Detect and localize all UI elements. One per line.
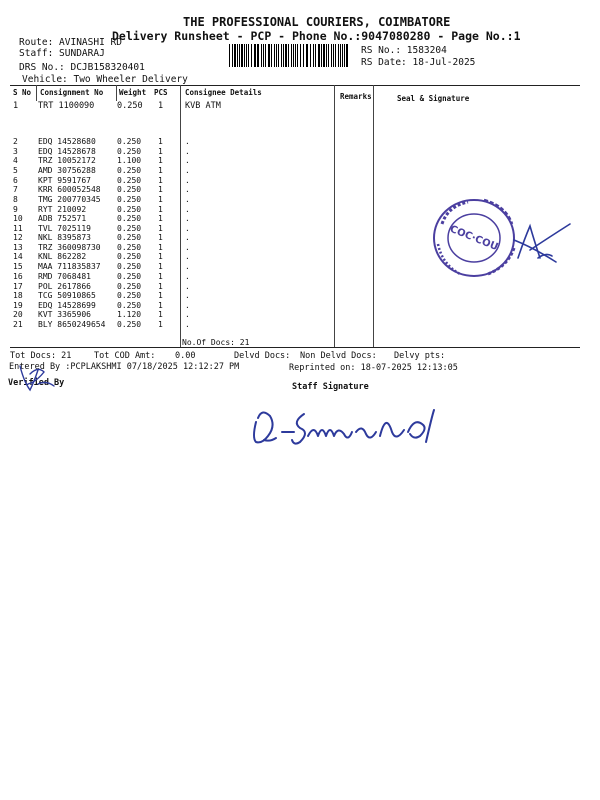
row-consignee: . (185, 233, 190, 242)
row-pcs: 1 (158, 252, 163, 261)
row-weight: 0.250 (117, 205, 142, 214)
row-weight: 0.250 (117, 252, 142, 261)
staff-signature-label: Staff Signature (292, 382, 369, 392)
route-label: Route: AVINASHI RD (19, 37, 122, 48)
row-consignee: . (185, 166, 190, 175)
runsheet-title: Delivery Runsheet - PCP - Phone No.:9047080280 - Page No.:1 (112, 29, 521, 43)
row-pcs: 1 (158, 310, 163, 319)
row-pcs: 1 (158, 137, 163, 146)
row-consignment-no: TRZ 360098730 (38, 243, 101, 252)
row-consignee: . (185, 243, 190, 252)
column-header-seal-signature: Seal & Signature (397, 94, 470, 103)
row-consignment-no: NKL 8395873 (38, 233, 91, 242)
row-weight: 0.250 (117, 214, 142, 223)
row-consignee: . (185, 147, 190, 156)
row-weight: 0.250 (117, 243, 142, 252)
row-consignee: . (185, 282, 190, 291)
column-header-consignee: Consignee Details (185, 88, 262, 97)
row-sno: 6 (13, 176, 18, 185)
row-pcs: 1 (158, 233, 163, 242)
row-consignment-no: RMD 7068481 (38, 272, 91, 281)
row-pcs: 1 (158, 301, 163, 310)
row-consignee: . (185, 185, 190, 194)
row-consignee: . (185, 291, 190, 300)
staff-label: Staff: SUNDARAJ (19, 48, 105, 59)
barcode (229, 44, 351, 67)
row-weight: 1.100 (117, 156, 142, 165)
row-consignee: . (185, 205, 190, 214)
row-sno: 7 (13, 185, 18, 194)
row-consignment-no: KRR 600052548 (38, 185, 101, 194)
row-consignee: . (185, 262, 190, 271)
row-weight: 1.120 (117, 310, 142, 319)
row-pcs: 1 (158, 185, 163, 194)
verified-by-label: Verified By (8, 378, 65, 388)
row-consignee: . (185, 301, 190, 310)
rs-number: RS No.: 1583204 (361, 45, 447, 56)
non-delivered-docs-label: Non Delvd Docs: (300, 351, 377, 361)
row-weight: 0.250 (117, 101, 143, 111)
col-divider (373, 85, 374, 347)
row-pcs: 1 (158, 282, 163, 291)
column-header-pcs: PCS (154, 88, 168, 97)
row-consignee: . (185, 214, 190, 223)
total-docs: Tot Docs: 21 (10, 351, 72, 361)
row-pcs: 1 (158, 272, 163, 281)
row-weight: 0.250 (117, 272, 142, 281)
no-of-docs: No.Of Docs: 21 (182, 338, 250, 347)
row-weight: 0.250 (117, 233, 142, 242)
row-pcs: 1 (158, 224, 163, 233)
row-weight: 0.250 (117, 282, 142, 291)
row-sno: 16 (13, 272, 23, 281)
row-consignee: . (185, 137, 190, 146)
row-pcs: 1 (158, 205, 163, 214)
row-consignment-no: TMG 200770345 (38, 195, 101, 204)
staff-signature-scribble (248, 402, 440, 454)
row-pcs: 1 (158, 214, 163, 223)
row-pcs: 1 (158, 320, 163, 329)
row-consignee: . (185, 195, 190, 204)
row-pcs: 1 (158, 243, 163, 252)
row-consignment-no: BLY 8650249654 (38, 320, 106, 329)
rs-date: RS Date: 18-Jul-2025 (361, 57, 476, 68)
row-weight: 0.250 (117, 137, 142, 146)
row-sno: 8 (13, 195, 18, 204)
row-weight: 0.250 (117, 320, 142, 329)
delivered-docs-label: Delvd Docs: (234, 351, 291, 361)
row-weight: 0.250 (117, 301, 142, 310)
row-pcs: 1 (158, 156, 163, 165)
row-consignee: KVB ATM (185, 101, 221, 111)
row-sno: 4 (13, 156, 18, 165)
row-weight: 0.250 (117, 185, 142, 194)
company-name: THE PROFESSIONAL COURIERS, COIMBATORE (183, 15, 451, 29)
total-cod-amount: 0.00 (175, 351, 196, 361)
row-consignee: . (185, 272, 190, 281)
row-sno: 3 (13, 147, 18, 156)
row-weight: 0.250 (117, 147, 142, 156)
column-header-consignment: Consignment No (40, 88, 104, 97)
stamp-text: COC·COU (448, 223, 500, 254)
drs-number: DRS No.: DCJB158320401 (19, 62, 145, 73)
row-consignment-no: EDQ 14528680 (38, 137, 96, 146)
total-cod-label: Tot COD Amt: (94, 351, 156, 361)
row-weight: 0.250 (117, 176, 142, 185)
col-divider (36, 85, 37, 101)
column-header-weight: Weight (119, 88, 147, 97)
row-consignment-no: TVL 7025119 (38, 224, 91, 233)
row-consignee: . (185, 224, 190, 233)
row-consignee: . (185, 320, 190, 329)
row-sno: 15 (13, 262, 23, 271)
row-sno: 1 (13, 101, 19, 111)
row-pcs: 1 (158, 176, 163, 185)
verified-signature-scribble (16, 360, 60, 396)
row-pcs: 1 (158, 291, 163, 300)
row-sno: 10 (13, 214, 23, 223)
row-sno: 11 (13, 224, 23, 233)
row-consignment-no: KPT 9591767 (38, 176, 91, 185)
row-sno: 9 (13, 205, 18, 214)
row-consignment-no: AMD 30756288 (38, 166, 96, 175)
col-divider (334, 85, 335, 347)
row-sno: 2 (13, 137, 18, 146)
row-consignment-no: EDQ 14528678 (38, 147, 96, 156)
row-consignment-no: TCG 50910865 (38, 291, 96, 300)
vehicle-label: Vehicle: Two Wheeler Delivery (22, 74, 188, 85)
row-consignment-no: KNL 862282 (38, 252, 87, 261)
col-divider (116, 85, 117, 101)
row-consignee: . (185, 252, 190, 261)
table-top-rule (10, 85, 580, 86)
row-sno: 12 (13, 233, 23, 242)
delivery-points-label: Delvy pts: (394, 351, 446, 361)
col-divider (180, 85, 181, 347)
row-sno: 17 (13, 282, 23, 291)
row-consignment-no: MAA 711835837 (38, 262, 101, 271)
row-consignee: . (185, 310, 190, 319)
row-consignment-no: ADB 752571 (38, 214, 87, 223)
column-header-sno: S No (13, 88, 32, 97)
row-consignment-no: TRZ 10052172 (38, 156, 96, 165)
row-pcs: 1 (158, 101, 164, 111)
row-consignee: . (185, 156, 190, 165)
seal-signature-scribble (508, 218, 574, 274)
row-sno: 13 (13, 243, 23, 252)
row-sno: 18 (13, 291, 23, 300)
row-pcs: 1 (158, 166, 163, 175)
row-sno: 5 (13, 166, 18, 175)
table-bottom-rule (10, 347, 580, 348)
reprinted-on: Reprinted on: 18-07-2025 12:13:05 (289, 363, 458, 373)
row-pcs: 1 (158, 262, 163, 271)
row-sno: 14 (13, 252, 23, 261)
row-consignment-no: POL 2617866 (38, 282, 91, 291)
row-consignment-no: RYT 210092 (38, 205, 87, 214)
row-weight: 0.250 (117, 224, 142, 233)
row-weight: 0.250 (117, 291, 142, 300)
row-consignee: . (185, 176, 190, 185)
row-consignment-no: TRT 1100090 (38, 101, 95, 111)
row-weight: 0.250 (117, 166, 142, 175)
row-consignment-no: KVT 3365906 (38, 310, 91, 319)
column-header-remarks: Remarks (340, 92, 372, 101)
row-pcs: 1 (158, 147, 163, 156)
row-weight: 0.250 (117, 262, 142, 271)
row-pcs: 1 (158, 195, 163, 204)
entered-by: Entered By :PCPLAKSHMI 07/18/2025 12:12:27 PM (9, 362, 240, 372)
row-sno: 21 (13, 320, 23, 329)
row-sno: 20 (13, 310, 23, 319)
row-consignment-no: EDQ 14528699 (38, 301, 96, 310)
row-sno: 19 (13, 301, 23, 310)
row-weight: 0.250 (117, 195, 142, 204)
